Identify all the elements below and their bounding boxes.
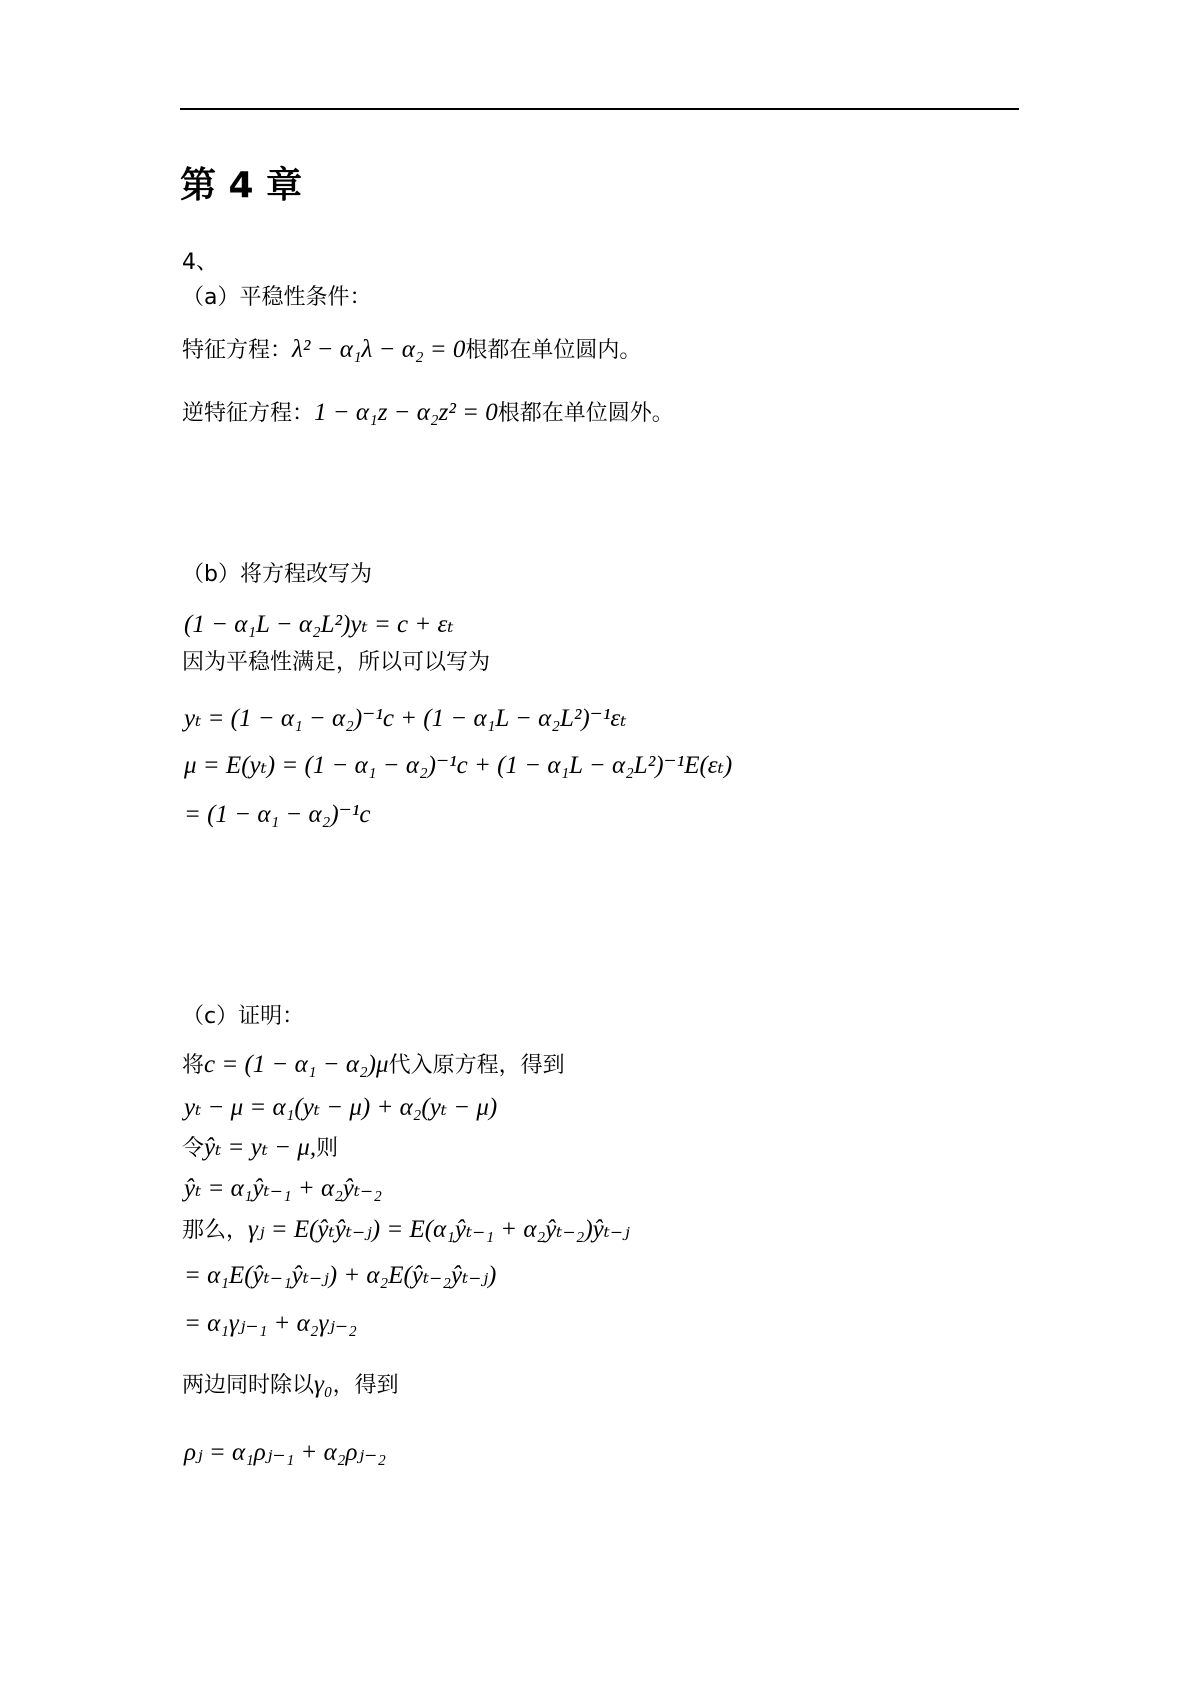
divide-sym: γ₀ (314, 1371, 333, 1398)
part-c-eq4: = α₁E(ŷₜ₋₁ŷₜ₋ⱼ) + α₂E(ŷₜ₋₂ŷₜ₋ⱼ) (184, 1262, 497, 1289)
part-c-heading: （c）证明： (182, 1004, 305, 1029)
part-a-heading: （a）平稳性条件： (182, 285, 372, 310)
part-c-let-line (182, 1133, 338, 1163)
part-c-divide-line (182, 1370, 399, 1400)
inv-char-eq-note: 根都在单位圆外。 (497, 401, 674, 426)
let-prefix: 令 (182, 1136, 205, 1161)
part-c-then-line (182, 1215, 630, 1245)
part-c-eq1: yₜ − μ = α₁(yₜ − μ) + α₂(yₜ − μ) (184, 1094, 498, 1121)
inv-char-eq: 1 − α₁z − α₂z² = 0 (314, 399, 498, 426)
char-eq-note: 根都在单位圆内。 (465, 338, 642, 363)
part-b-eq4: = (1 − α₁ − α₂)⁻¹c (184, 801, 371, 828)
sub-eq: c = (1 − α₁ − α₂)μ (204, 1051, 389, 1078)
char-eq-label: 特征方程： (182, 338, 293, 363)
chapter-title: 第 4 章 (180, 165, 303, 206)
part-b-note: 因为平稳性满足，所以可以写为 (182, 650, 491, 675)
problem-number: 4、 (182, 250, 218, 275)
part-c-eq3: γⱼ = E(ŷₜŷₜ₋ⱼ) = E(α₁ŷₜ₋₁ + α₂ŷₜ₋₂)ŷₜ₋ⱼ (248, 1216, 630, 1243)
part-c-eq5: = α₁γⱼ₋₁ + α₂γⱼ₋₂ (184, 1310, 357, 1337)
let-eq: ŷₜ = yₜ − μ, (204, 1134, 317, 1161)
part-b-eq3: μ = E(yₜ) = (1 − α₁ − α₂)⁻¹c + (1 − α₁L − α₂L²)⁻¹E(εₜ) (184, 752, 733, 779)
then-prefix: 那么， (182, 1218, 249, 1243)
char-eq: λ² − α₁λ − α₂ = 0 (292, 336, 466, 363)
let-suffix: 则 (316, 1136, 339, 1161)
part-b-eq2: yₜ = (1 − α₁ − α₂)⁻¹c + (1 − α₁L − α₂L²)⁻¹εₜ (184, 705, 627, 732)
part-b-eq1: (1 − α₁L − α₂L²)yₜ = c + εₜ (184, 611, 454, 638)
part-c-eq6: ρⱼ = α₁ρⱼ₋₁ + α₂ρⱼ₋₂ (184, 1439, 386, 1466)
part-c-sub-line (182, 1050, 565, 1080)
part-c-eq2: ŷₜ = α₁ŷₜ₋₁ + α₂ŷₜ₋₂ (184, 1175, 382, 1202)
sub-prefix: 将 (182, 1053, 205, 1078)
part-b-heading: （b）将方程改写为 (182, 562, 372, 587)
part-a-inv-char-eq-line (182, 398, 674, 428)
part-a-char-eq-line (182, 335, 641, 365)
header-rule (180, 108, 1019, 110)
divide-suffix: ，得到 (332, 1373, 399, 1398)
inv-char-eq-label: 逆特征方程： (182, 401, 315, 426)
sub-suffix: 代入原方程，得到 (388, 1053, 565, 1078)
divide-prefix: 两边同时除以 (182, 1373, 315, 1398)
